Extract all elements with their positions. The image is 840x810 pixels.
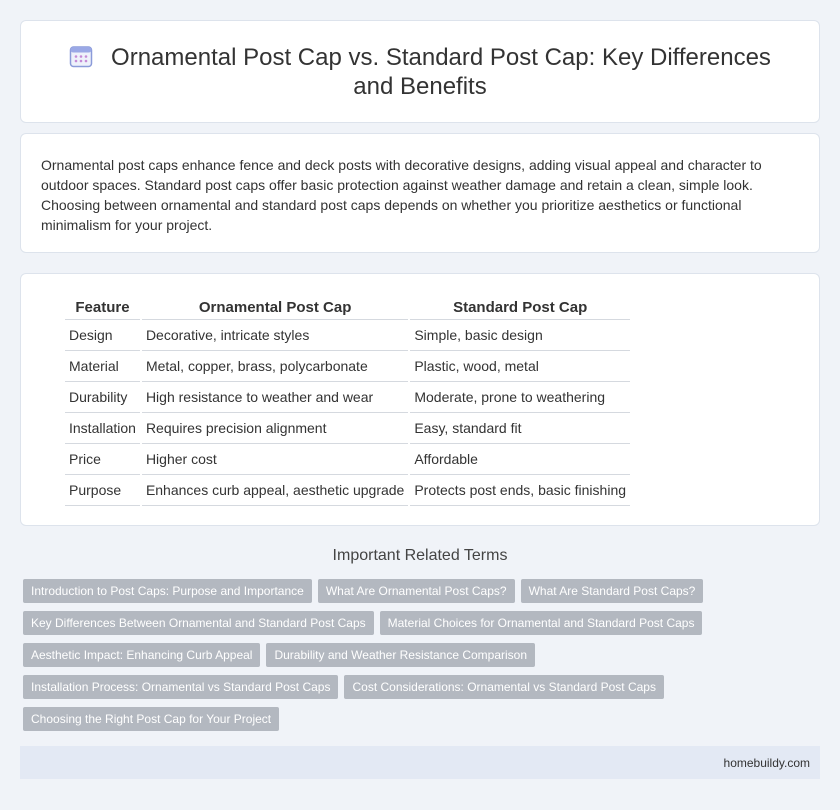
tag-row	[23, 675, 813, 707]
table-row	[65, 320, 630, 351]
table-cell: Installation	[65, 413, 140, 444]
table-cell: Decorative, intricate styles	[142, 320, 408, 351]
table-cell: Price	[65, 444, 140, 475]
table-cell: Material	[65, 351, 140, 382]
related-term-tag[interactable]: Key Differences Between Ornamental and Standard Post Caps	[23, 611, 374, 635]
related-term-tag[interactable]: What Are Standard Post Caps?	[521, 579, 704, 603]
header-card	[20, 20, 820, 123]
table-row	[65, 382, 630, 413]
related-term-tag[interactable]: Choosing the Right Post Cap for Your Project	[23, 707, 279, 731]
table-cell: Protects post ends, basic finishing	[410, 475, 630, 506]
table-cell: Easy, standard fit	[410, 413, 630, 444]
related-term-tag[interactable]: Material Choices for Ornamental and Standard Post Caps	[380, 611, 703, 635]
table-row	[65, 413, 630, 444]
related-terms-title: Important Related Terms	[332, 547, 508, 564]
tag-row	[23, 579, 813, 611]
intro-paragraph: Ornamental post caps enhance fence and deck posts with decorative designs, adding visual appeal and character to outdoor spaces. Standard post caps offer basic protection against weather damage and retain a clean, simple look. Choosing between ornamental and standard post caps depends on whether you prioritize aesthetics or functional minimalism for your project.	[41, 157, 762, 233]
table-cell: Simple, basic design	[410, 320, 630, 351]
table-cell: Higher cost	[142, 444, 408, 475]
table-cell: Metal, copper, brass, polycarbonate	[142, 351, 408, 382]
table-row	[65, 351, 630, 382]
table-cell: Affordable	[410, 444, 630, 475]
footer-bar	[20, 746, 820, 779]
tag-row	[23, 611, 813, 643]
header-standard: Standard Post Cap	[410, 295, 630, 320]
table-header-row	[65, 295, 630, 320]
table-cell: Requires precision alignment	[142, 413, 408, 444]
page-title	[21, 43, 819, 101]
comparison-table	[63, 295, 632, 506]
header-ornamental: Ornamental Post Cap	[142, 295, 408, 320]
intro-card	[20, 133, 820, 253]
table-cell: Moderate, prone to weathering	[410, 382, 630, 413]
comparison-table-card	[20, 273, 820, 526]
table-cell: Design	[65, 320, 140, 351]
table-cell: High resistance to weather and wear	[142, 382, 408, 413]
table-cell: Durability	[65, 382, 140, 413]
table-cell: Plastic, wood, metal	[410, 351, 630, 382]
table-row	[65, 444, 630, 475]
related-term-tag[interactable]: Introduction to Post Caps: Purpose and Importance	[23, 579, 312, 603]
related-term-tag[interactable]: Durability and Weather Resistance Comparison	[266, 643, 535, 667]
tag-row	[23, 643, 813, 675]
table-row	[65, 475, 630, 506]
related-term-tag[interactable]: Cost Considerations: Ornamental vs Standard Post Caps	[344, 675, 663, 699]
related-term-tag[interactable]: What Are Ornamental Post Caps?	[318, 579, 515, 603]
tag-row	[23, 707, 813, 739]
table-cell: Enhances curb appeal, aesthetic upgrade	[142, 475, 408, 506]
header-feature: Feature	[65, 295, 140, 320]
related-terms-tags	[23, 579, 813, 739]
calendar-icon	[69, 44, 93, 68]
related-term-tag[interactable]: Aesthetic Impact: Enhancing Curb Appeal	[23, 643, 260, 667]
related-term-tag[interactable]: Installation Process: Ornamental vs Standard Post Caps	[23, 675, 338, 699]
footer-site-link[interactable]: homebuildy.com	[723, 756, 810, 770]
table-cell: Purpose	[65, 475, 140, 506]
page-title-text: Ornamental Post Cap vs. Standard Post Cap: Key Differences and Benefits	[111, 44, 771, 100]
